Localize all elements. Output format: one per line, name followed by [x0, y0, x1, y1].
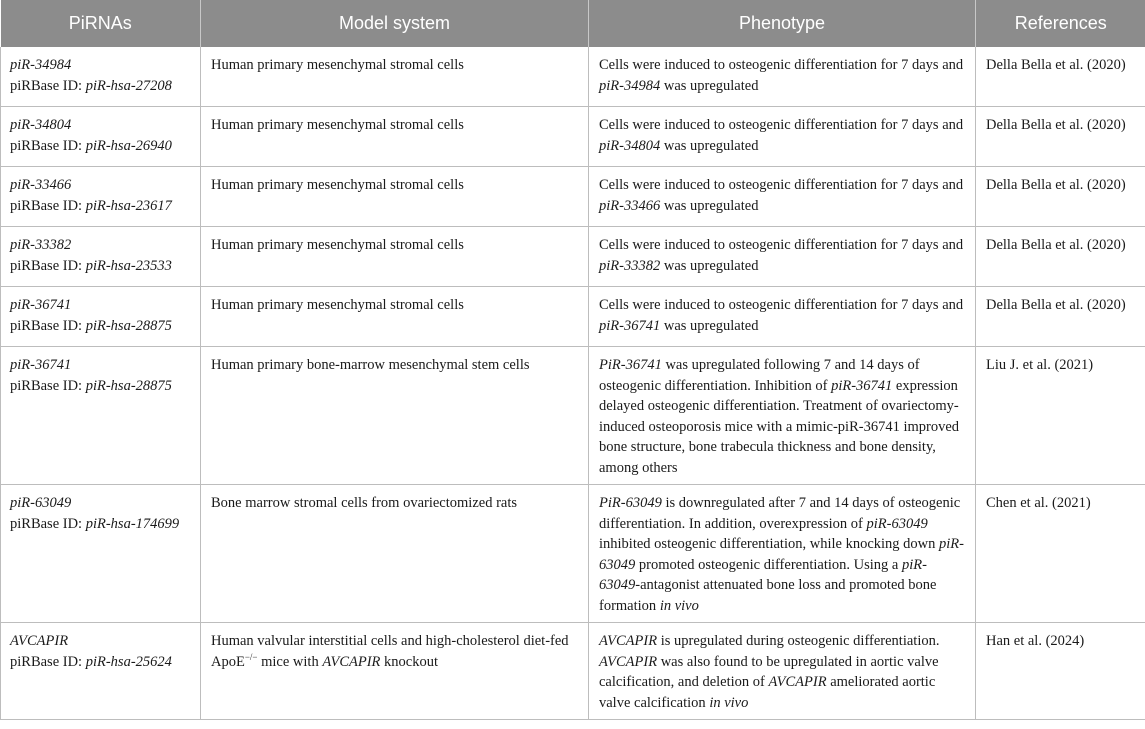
- pirbase-label: piRBase ID:: [10, 197, 86, 214]
- phenotype-cell: [589, 227, 976, 287]
- phenotype-text: was upregulated: [660, 197, 759, 214]
- phenotype-text: was upregulated: [660, 77, 759, 94]
- table-row: [1, 167, 1145, 227]
- pirbase-id: piR-hsa-23533: [85, 257, 172, 274]
- pirna-cell: [1, 47, 201, 107]
- reference-cell: Liu J. et al. (2021): [976, 347, 1145, 485]
- phenotype-pirna: piR-63049: [866, 515, 928, 532]
- phenotype-pirna: piR-33466: [599, 197, 661, 214]
- pirna-name: AVCAPIR: [10, 633, 69, 649]
- reference-cell: Della Bella et al. (2020): [976, 287, 1145, 347]
- model-text: Human valvular interstitial cells and high-cholesterol diet-fed ApoE: [211, 633, 569, 670]
- header-pirnas: PiRNAs: [1, 0, 201, 47]
- table-row: [1, 227, 1145, 287]
- phenotype-cell: [589, 287, 976, 347]
- pirbase-id: piR-hsa-23617: [85, 197, 172, 214]
- phenotype-pirna: AVCAPIR: [599, 653, 658, 670]
- phenotype-cell: [589, 47, 976, 107]
- phenotype-cell: [589, 167, 976, 227]
- pirbase-label: piRBase ID:: [10, 317, 86, 334]
- pirbase-id: piR-hsa-28875: [85, 317, 172, 334]
- pirbase-id: piR-hsa-28875: [85, 377, 172, 394]
- phenotype-pirna: AVCAPIR: [599, 633, 658, 649]
- phenotype-pirna: piR-63049: [599, 556, 927, 593]
- phenotype-pirna: piR-34804: [599, 137, 661, 154]
- model-cell: Human primary mesenchymal stromal cells: [201, 47, 589, 107]
- phenotype-text: Cells were induced to osteogenic differentiation for 7 days and: [599, 237, 964, 253]
- phenotype-pirna: piR-36741: [599, 317, 661, 334]
- phenotype-pirna: piR-33382: [599, 257, 661, 274]
- phenotype-pirna: piR-34984: [599, 77, 661, 94]
- phenotype-text: Cells were induced to osteogenic differentiation for 7 days and: [599, 177, 964, 193]
- pirbase-label: piRBase ID:: [10, 137, 86, 154]
- pirbase-label: piRBase ID:: [10, 77, 86, 94]
- pirbase-label: piRBase ID:: [10, 515, 86, 532]
- header-references: References: [976, 0, 1145, 47]
- header-phenotype: Phenotype: [589, 0, 976, 47]
- phenotype-pirna: piR-36741: [831, 377, 893, 394]
- pirna-name: piR-34984: [10, 57, 72, 73]
- model-cell: [201, 623, 589, 720]
- phenotype-text: was upregulated: [660, 257, 759, 274]
- table-row: [1, 485, 1145, 623]
- header-row: [1, 0, 1145, 47]
- model-text: knockout: [380, 653, 439, 670]
- pirna-cell: [1, 107, 201, 167]
- phenotype-text: expression delayed osteogenic differentiation. Treatment of ovariectomy-induced osteoporosis mice with a mimic-piR-36741 improved bone structure, bone trabecula thickness and bone density, among others: [599, 377, 960, 476]
- phenotype-text: was upregulated following 7 and 14 days of osteogenic differentiation. Inhibition of: [599, 357, 920, 394]
- model-cell: Human primary mesenchymal stromal cells: [201, 167, 589, 227]
- pirna-name: piR-63049: [10, 495, 72, 511]
- pirbase-id: piR-hsa-27208: [85, 77, 172, 94]
- model-cell: Human primary mesenchymal stromal cells: [201, 227, 589, 287]
- pirbase-id: piR-hsa-26940: [85, 137, 172, 154]
- model-cell: Bone marrow stromal cells from ovariectomized rats: [201, 485, 589, 623]
- reference-cell: Chen et al. (2021): [976, 485, 1145, 623]
- phenotype-pirna: PiR-63049: [599, 495, 662, 511]
- phenotype-pirna: piR-63049: [599, 536, 964, 573]
- table-row: [1, 287, 1145, 347]
- model-pirna: AVCAPIR: [322, 653, 381, 670]
- pirna-name: piR-36741: [10, 297, 72, 313]
- phenotype-cell: [589, 347, 976, 485]
- pirbase-id: piR-hsa-174699: [85, 515, 180, 532]
- reference-cell: Della Bella et al. (2020): [976, 47, 1145, 107]
- phenotype-text: inhibited osteogenic differentiation, while knocking down: [599, 536, 940, 552]
- phenotype-text: ameliorated aortic valve calcification: [599, 674, 936, 711]
- reference-cell: Della Bella et al. (2020): [976, 167, 1145, 227]
- pirna-cell: [1, 287, 201, 347]
- pirna-name: piR-33466: [10, 177, 72, 193]
- pirbase-label: piRBase ID:: [10, 653, 86, 670]
- pirbase-id: piR-hsa-25624: [85, 653, 172, 670]
- reference-cell: Della Bella et al. (2020): [976, 107, 1145, 167]
- pirna-name: piR-36741: [10, 357, 72, 373]
- model-cell: Human primary mesenchymal stromal cells: [201, 107, 589, 167]
- phenotype-cell: [589, 623, 976, 720]
- model-text: mice with: [257, 653, 323, 670]
- phenotype-pirna: PiR-36741: [599, 357, 662, 373]
- genotype-superscript: −/−: [244, 651, 258, 662]
- phenotype-text: Cells were induced to osteogenic differentiation for 7 days and: [599, 297, 964, 313]
- pirna-cell: [1, 623, 201, 720]
- model-cell: Human primary mesenchymal stromal cells: [201, 287, 589, 347]
- phenotype-text: was upregulated: [660, 137, 759, 154]
- phenotype-text: is upregulated during osteogenic differentiation.: [657, 633, 940, 649]
- phenotype-text: promoted osteogenic differentiation. Using a: [635, 556, 902, 573]
- table-row: [1, 107, 1145, 167]
- pirna-cell: [1, 347, 201, 485]
- reference-cell: Della Bella et al. (2020): [976, 227, 1145, 287]
- pirna-name: piR-33382: [10, 237, 72, 253]
- phenotype-text: was also found to be upregulated in aortic valve calcification, and deletion of: [599, 653, 939, 690]
- phenotype-text: -antagonist attenuated bone loss and promoted bone formation: [599, 577, 937, 614]
- pirna-cell: [1, 227, 201, 287]
- pirna-cell: [1, 485, 201, 623]
- phenotype-cell: [589, 107, 976, 167]
- phenotype-text: Cells were induced to osteogenic differentiation for 7 days and: [599, 57, 964, 73]
- phenotype-text: was upregulated: [660, 317, 759, 334]
- phenotype-in-vivo: in vivo: [709, 694, 749, 711]
- pirbase-label: piRBase ID:: [10, 377, 86, 394]
- phenotype-cell: [589, 485, 976, 623]
- phenotype-pirna: AVCAPIR: [768, 674, 827, 690]
- table-row: [1, 623, 1145, 720]
- table-row: [1, 347, 1145, 485]
- phenotype-text: Cells were induced to osteogenic differentiation for 7 days and: [599, 117, 964, 133]
- header-model-system: Model system: [201, 0, 589, 47]
- model-cell: Human primary bone-marrow mesenchymal stem cells: [201, 347, 589, 485]
- reference-cell: Han et al. (2024): [976, 623, 1145, 720]
- phenotype-text: is downregulated after 7 and 14 days of osteogenic differentiation. In addition, overexpression of: [599, 495, 961, 532]
- pirna-name: piR-34804: [10, 117, 72, 133]
- table-row: [1, 47, 1145, 107]
- phenotype-in-vivo: in vivo: [659, 597, 699, 614]
- pirna-cell: [1, 167, 201, 227]
- pirbase-label: piRBase ID:: [10, 257, 86, 274]
